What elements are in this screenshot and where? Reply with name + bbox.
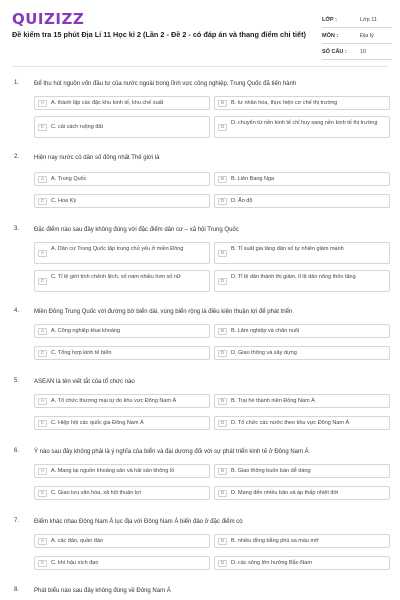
answer-option-a[interactable] bbox=[34, 96, 210, 110]
option-letter-badge: B bbox=[218, 398, 227, 405]
answer-option-b[interactable] bbox=[214, 394, 390, 408]
answer-option-b[interactable] bbox=[214, 172, 390, 186]
option-letter-badge: A bbox=[38, 468, 47, 475]
answer-option-d[interactable] bbox=[214, 346, 390, 360]
option-text: B. nhiều đồng bằng phù sa màu mỡ bbox=[231, 538, 319, 544]
option-letter-badge: C bbox=[38, 198, 47, 205]
answer-option-b[interactable] bbox=[214, 534, 390, 548]
option-text: D. Ấn độ bbox=[231, 198, 253, 204]
answer-option-a[interactable] bbox=[34, 464, 210, 478]
option-text: B. Lâm nghiệp và chăn nuôi bbox=[231, 328, 300, 334]
meta-value: Địa lý bbox=[360, 33, 374, 39]
answer-option-b[interactable] bbox=[214, 242, 390, 264]
option-text: C. Tổng hợp kinh tế biển bbox=[51, 350, 112, 356]
option-text: C. Hoa Kỳ bbox=[51, 198, 77, 204]
option-text: D. chuyển từ nền kinh tế chỉ huy sang nền kinh tế thị trường bbox=[231, 120, 378, 126]
question-number: 4. bbox=[14, 308, 20, 314]
option-letter-badge: C bbox=[38, 560, 47, 567]
worksheet-header bbox=[0, 0, 400, 70]
meta-label: MÔN : bbox=[322, 33, 339, 39]
option-letter-badge: B bbox=[218, 468, 227, 475]
option-letter-badge: D bbox=[218, 420, 227, 427]
option-letter-badge: A bbox=[38, 538, 47, 545]
option-letter-badge: A bbox=[38, 176, 47, 183]
option-text: B. Trại hè thanh niên Đông Nam Á bbox=[231, 398, 315, 404]
answer-option-c[interactable] bbox=[34, 556, 210, 570]
meta-count-row bbox=[322, 44, 392, 60]
option-text: C. Hiệp hội các quốc gia Đông Nam Á bbox=[51, 420, 144, 426]
answer-option-c[interactable] bbox=[34, 270, 210, 292]
option-text: C. khí hậu xích đạo bbox=[51, 560, 99, 566]
answer-option-d[interactable] bbox=[214, 416, 390, 430]
option-letter-badge: C bbox=[38, 350, 47, 357]
option-text: B. Giao thông buôn bán dễ dàng bbox=[231, 468, 311, 474]
question-text: Miền Đông Trung Quốc với đường bờ biển dài, vùng biển rộng là điều kiện thuận lợi để phát triển bbox=[34, 309, 293, 315]
answer-option-d[interactable] bbox=[214, 270, 390, 292]
question-text: Ý nào sau đây không phải là ý nghĩa của biển và đại dương đối với sự phát triển kinh tế ở Đông Nam Á bbox=[34, 449, 309, 455]
option-letter-badge: B bbox=[218, 328, 227, 335]
option-text: A. Trung Quốc bbox=[51, 176, 87, 182]
meta-label: SỐ CÂU : bbox=[322, 49, 347, 55]
option-letter-badge: C bbox=[38, 420, 47, 427]
option-text: B. Liên Bang Nga bbox=[231, 176, 275, 182]
question-text: Đặc điểm nào sau đây không đúng với đặc điểm dân cư – xã hội Trung Quốc bbox=[34, 227, 239, 233]
option-text: B. Tỉ suất gia tăng dân số tự nhiên giảm mạnh bbox=[231, 246, 344, 252]
answer-option-d[interactable] bbox=[214, 486, 390, 500]
answer-option-c[interactable] bbox=[34, 416, 210, 430]
option-text: D. Tỉ lệ dân thành thị giảm, tỉ lệ dân nông thôn tăng bbox=[231, 274, 356, 280]
option-letter-badge: D bbox=[218, 278, 227, 285]
worksheet-meta bbox=[322, 12, 392, 60]
answer-option-c[interactable] bbox=[34, 116, 210, 138]
meta-class-row bbox=[322, 12, 392, 28]
question-text: Hiện nay nước có dân số đông nhất Thế giới là bbox=[34, 155, 160, 161]
answer-option-a[interactable] bbox=[34, 394, 210, 408]
option-text: A. các đảo, quần đảo bbox=[51, 538, 103, 544]
option-letter-badge: D bbox=[218, 350, 227, 357]
option-text: A. Dân cư Trung Quốc tập trung chủ yếu ở miền Đông bbox=[51, 246, 184, 252]
option-letter-badge: A bbox=[38, 398, 47, 405]
option-text: A. Tổ chức thương mại tự do khu vực Đông Nam Á bbox=[51, 398, 177, 404]
option-letter-badge: B bbox=[218, 176, 227, 183]
answer-option-b[interactable] bbox=[214, 324, 390, 338]
option-text: D. các sông lớn hướng Bắc-Nam bbox=[231, 560, 312, 566]
option-letter-badge: D bbox=[218, 490, 227, 497]
question-number: 6. bbox=[14, 448, 20, 454]
answer-option-a[interactable] bbox=[34, 172, 210, 186]
option-letter-badge: C bbox=[38, 278, 47, 285]
question-number: 8. bbox=[14, 587, 20, 593]
option-text: A. Mang lại nguồn khoáng sản và hải sản không lồ bbox=[51, 468, 175, 474]
option-text: D. Giao thông và xây dựng bbox=[231, 350, 297, 356]
option-letter-badge: B bbox=[218, 100, 227, 107]
option-letter-badge: D bbox=[218, 560, 227, 567]
option-letter-badge: B bbox=[218, 538, 227, 545]
option-text: C. Tỉ lệ giới tính chênh lệch, số nam nhiều hơn số nữ bbox=[51, 274, 181, 280]
meta-subject-row bbox=[322, 28, 392, 44]
question-number: 2. bbox=[14, 154, 20, 160]
option-letter-badge: D bbox=[218, 124, 227, 131]
option-text: D. Tổ chức các nước theo khu vực Đông Nam Á bbox=[231, 420, 350, 426]
answer-option-d[interactable] bbox=[214, 116, 390, 138]
option-letter-badge: A bbox=[38, 100, 47, 107]
answer-option-a[interactable] bbox=[34, 534, 210, 548]
meta-value: Lớp 11 bbox=[360, 17, 377, 23]
answer-option-b[interactable] bbox=[214, 464, 390, 478]
question-number: 3. bbox=[14, 226, 20, 232]
question-text: ASEAN là tên viết tắt của tổ chức nào bbox=[34, 379, 135, 385]
worksheet-title: Đề kiểm tra 15 phút Địa Lí 11 Học kì 2 (Lần 2 - Đề 2 - có đáp án và thang điểm chi tiết) bbox=[12, 30, 306, 39]
option-text: C. cải cách ruộng đất bbox=[51, 124, 103, 130]
answer-option-c[interactable] bbox=[34, 194, 210, 208]
option-letter-badge: C bbox=[38, 124, 47, 131]
answer-option-c[interactable] bbox=[34, 486, 210, 500]
option-letter-badge: A bbox=[38, 328, 47, 335]
header-divider bbox=[12, 66, 388, 67]
question-text: Phát biểu nào sau đây không đúng về Đông Nam Á bbox=[34, 588, 171, 594]
question-number: 5. bbox=[14, 378, 20, 384]
answer-option-a[interactable] bbox=[34, 324, 210, 338]
option-letter-badge: B bbox=[218, 250, 227, 257]
answer-option-a[interactable] bbox=[34, 242, 210, 264]
question-number: 7. bbox=[14, 518, 20, 524]
option-text: C. Giao lưu văn hóa, xã hội thuận lợi bbox=[51, 490, 141, 496]
option-letter-badge: A bbox=[38, 250, 47, 257]
option-letter-badge: C bbox=[38, 490, 47, 497]
question-text: Để thu hút nguồn vốn đầu tư của nước ngoài trong lĩnh vực công nghiệp, Trung Quốc đã tiến hành bbox=[34, 81, 297, 87]
meta-value: 10 bbox=[360, 49, 367, 55]
option-letter-badge: D bbox=[218, 198, 227, 205]
option-text: B. tư nhân hóa, thực hiện cơ chế thị trường bbox=[231, 100, 338, 106]
answer-option-c[interactable] bbox=[34, 346, 210, 360]
question-number: 1. bbox=[14, 80, 20, 86]
question-text: Điểm khác nhau Đông Nam Á lục địa với Đông Nam Á biển đảo ở đặc điểm có bbox=[34, 519, 243, 525]
option-text: D. Mang đến nhiều bão và áp thấp nhiệt đới bbox=[231, 490, 339, 496]
meta-label: LỚP : bbox=[322, 17, 337, 23]
option-text: A. Công nghiệp khai khoáng bbox=[51, 328, 121, 334]
quizizz-logo: QUIZIZZ bbox=[12, 10, 85, 28]
answer-option-d[interactable] bbox=[214, 556, 390, 570]
answer-option-d[interactable] bbox=[214, 194, 390, 208]
answer-option-b[interactable] bbox=[214, 96, 390, 110]
option-text: A. thành lập các đặc khu kinh tế, khu chế xuất bbox=[51, 100, 164, 106]
